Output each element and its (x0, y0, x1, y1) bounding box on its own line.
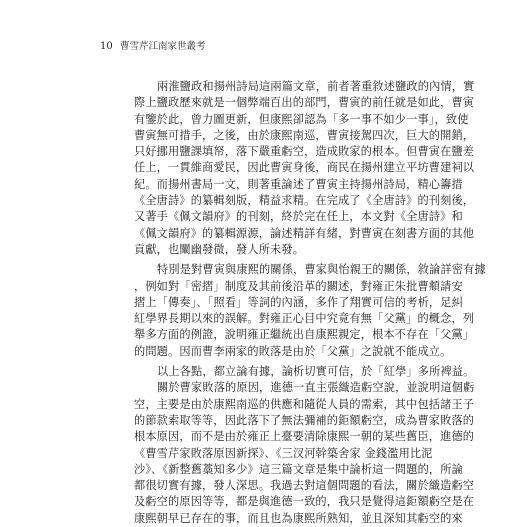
text-line: 康熙朝早已存在的事，而且也為康熙所熟知，並且深知其虧空的來 (134, 511, 463, 525)
text-line: 曹寅無可措手，之後，由於康熙南巡，曹寅接駕四次，巨大的開銷， (134, 128, 475, 142)
running-title: 曹雪芹江南家世叢考 (120, 41, 206, 52)
body-text (134, 79, 486, 527)
page-header (100, 40, 206, 54)
text-line: 及虧空的原因等等，都是與進德一致的，我只是覺得這鉅額虧空是在 (134, 495, 475, 509)
text-line: 沙》、《新整舊藁知多少》這三篇文章是集中論析這一問題的，所論 (134, 462, 463, 476)
text-line: 貢獻，也闡幽發微，發人所未發。 (134, 242, 305, 256)
text-line: 都很切實有據，發人深思。我過去對這個問題的看法，關於織造虧空 (134, 479, 475, 493)
text-line: 《佩文韻府》的纂輯源源，論述精詳有緒，對曹寅在刻書方面的其他 (134, 226, 475, 240)
page-number: 10 (100, 41, 113, 52)
text-line: 《曹雪芹家敗落原因新探》、《三汊河幹築舍家 金錢濫用比泥 (134, 446, 433, 460)
text-line: 特別是對曹寅與康熙的關係，曹家與怡親王的關係，敘論詳密有據 (157, 263, 486, 277)
paragraph (134, 262, 486, 360)
text-line: 又著手《佩文韻府》的刊刻，終於完在任上，本文對《全唐詩》和 (134, 210, 463, 224)
text-line: 際上鹽政歷來就是一個弊端百出的部門，曹寅的前任就是如此，曹寅 (134, 96, 475, 110)
text-line: 摺上「傳奏」、「照看」等詞的內涵，多作了翔實可信的考析，足糾 (134, 295, 463, 309)
text-line: 以上各點，都立論有據，論析切實可信，於「紅學」多所裨益。 (157, 365, 475, 379)
text-line: 的節款索取等等，因此落下了無法彌補的鉅額虧空，成為曹家敗落的 (134, 413, 475, 427)
text-line: 舉多方面的例證，說明雍正繼統出自康熙親定，根本不存在「父黨」 (134, 328, 475, 342)
paragraph (134, 380, 475, 527)
text-line: 只好挪用鹽課填帑，落下嚴重虧空，造成敗家的根本。但曹寅在鹽差 (134, 145, 475, 159)
text-line: 《全唐詩》的纂輯刻版，精益求精。在完成了《全唐詩》的刊刻後， (134, 194, 475, 208)
text-line: 任上，一貫維商愛民，因此曹寅身後，商民在揚州建立平坊曹建祠以 (134, 161, 475, 175)
text-line: 紀。而揚州書局一文，則著重論述了曹寅主持揚州詩局，精心籌措 (134, 177, 463, 191)
paragraph (134, 79, 475, 258)
text-line: 紅學界長期以來的誤解。對雍正心目中究竟有無「父黨」的概念，列 (134, 312, 475, 326)
text-line: 關於曹家敗落的原因，進德一直主張織造虧空說，並說明這個虧 (157, 381, 475, 395)
text-line: 有鑒於此，曾力圖更新，但康熙卻認為「多一事不如少一事」，致使 (134, 112, 469, 126)
text-line: 空，主要是由於康熙南巡的供應和隨從人員的需索，其中包括諸王子 (134, 397, 475, 411)
text-line: 的問題。因而曹李兩家的敗落是由於「父黨」之說就不能成立。 (134, 344, 452, 358)
text-line: 兩淮鹽政和揚州詩局這兩篇文章，前者著重敘述鹽政的內情，實 (157, 80, 475, 93)
text-line: ，例如對「密摺」制度及其前後沿革的關述，對雍正朱批曹頫請安 (134, 279, 463, 293)
text-line: 根本原因，而不是由於雍正上臺要清除康熙一朝的某些舊臣，進德的 (134, 430, 475, 444)
paragraph (134, 364, 475, 380)
